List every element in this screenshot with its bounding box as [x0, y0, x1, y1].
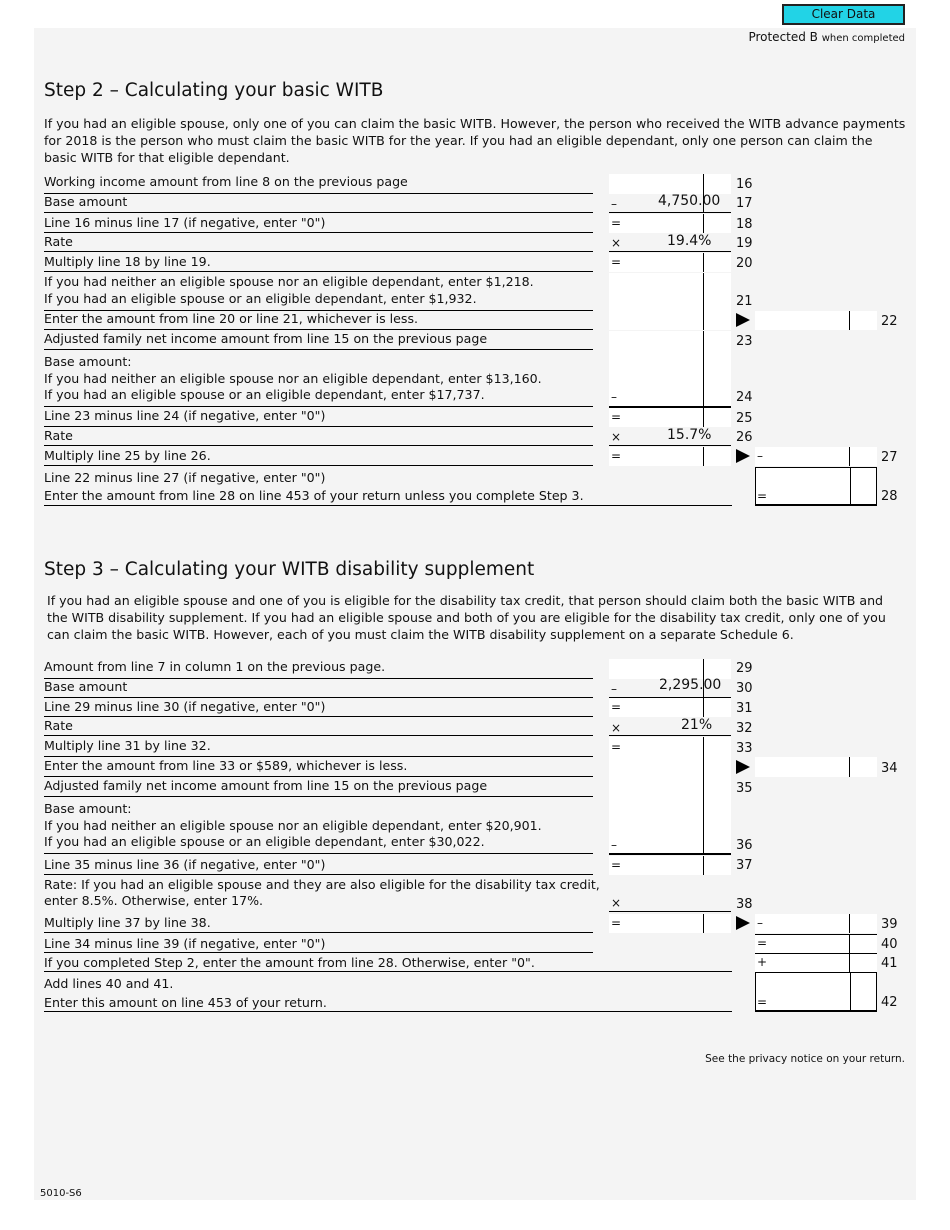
line36-operator: –: [611, 838, 617, 852]
line21-label-a: If you had neither an eligible spouse nor an eligible dependant, enter $1,218.: [44, 274, 534, 289]
line27-operator: =: [611, 449, 622, 463]
line20-input[interactable]: [609, 253, 731, 272]
line24-number: 24: [736, 390, 753, 405]
line24-input[interactable]: [609, 350, 731, 407]
line39-rule: [44, 932, 593, 933]
line36-rule: [44, 853, 593, 854]
line33-rule: [44, 756, 593, 757]
protected-small-text: when completed: [821, 33, 905, 44]
line25-operator: =: [611, 410, 622, 424]
line17-value: 4,750.00: [658, 193, 721, 209]
line29-label: Amount from line 7 in column 1 on the previous page.: [44, 659, 386, 674]
line36-label-c: If you had an eligible spouse or an eligible dependant, enter $30,022.: [44, 834, 485, 849]
line41-label: If you completed Step 2, enter the amount from line 28. Otherwise, enter "0".: [44, 955, 535, 970]
line38-field-rule: [609, 911, 731, 912]
line24-label-a: Base amount:: [44, 354, 132, 369]
arrow-right-icon: [736, 916, 750, 930]
line39-operator: =: [611, 916, 622, 930]
line28-label-b: Enter the amount from line 28 on line 453 of your return unless you complete Step 3.: [44, 488, 584, 503]
line23-input[interactable]: [609, 331, 731, 350]
line35-label: Adjusted family net income amount from line 15 on the previous page: [44, 778, 488, 793]
line25-label: Line 23 minus line 24 (if negative, enter "0"): [44, 408, 326, 423]
line39-input[interactable]: [609, 914, 731, 933]
line23-label: Adjusted family net income amount from line 15 on the previous page: [44, 331, 488, 346]
line33-operator: =: [611, 740, 622, 754]
line42-operator: =: [757, 995, 768, 1009]
line34-input[interactable]: [755, 757, 877, 777]
line31-label: Line 29 minus line 30 (if negative, enter "0"): [44, 699, 326, 714]
line28-number: 28: [881, 489, 898, 504]
line26-value: 15.7%: [667, 427, 712, 443]
line37-label: Line 35 minus line 36 (if negative, enter "0"): [44, 857, 326, 872]
line24-operator: –: [611, 390, 617, 404]
step3-title: Step 3 – Calculating your WITB disability supplement: [44, 559, 535, 580]
line24-label-b: If you had neither an eligible spouse nor an eligible dependant, enter $13,160.: [44, 371, 542, 386]
line39-right-operator: –: [757, 916, 763, 930]
line42-label-a: Add lines 40 and 41.: [44, 976, 174, 991]
line40-label: Line 34 minus line 39 (if negative, enter "0"): [44, 936, 326, 951]
line24-rule: [44, 406, 593, 407]
line20-number: 20: [736, 256, 753, 271]
line38-operator: ×: [611, 896, 622, 910]
line35-number: 35: [736, 781, 753, 796]
line18-operator: =: [611, 216, 622, 230]
line25-input[interactable]: [609, 408, 731, 427]
line42-input[interactable]: [755, 973, 877, 1011]
line39-right-input[interactable]: [755, 914, 877, 933]
step3-intro: If you had an eligible spouse and one of you is eligible for the disability tax credit, that person should claim both the basic WITB and the WITB disability supplement. If you had an eligible spouse and both of you are eligible for the disability tax credit, only one of you can claim the basic WITB. However, each of you must claim the WITB disability supplement on a separate Schedule 6.: [47, 593, 886, 642]
clear-data-button[interactable]: Clear Data: [782, 4, 905, 25]
line33-label: Multiply line 31 by line 32.: [44, 738, 211, 753]
line18-number: 18: [736, 217, 753, 232]
line28-rule: [44, 505, 732, 506]
line27-number: 27: [881, 450, 898, 465]
line18-rule: [44, 232, 593, 233]
line30-number: 30: [736, 681, 753, 696]
line22-left-field: [609, 311, 731, 330]
line34-rule: [44, 776, 593, 777]
line39-label: Multiply line 37 by line 38.: [44, 915, 211, 930]
line35-rule: [44, 796, 593, 797]
line27-input[interactable]: [609, 447, 731, 466]
line17-rule: [44, 212, 593, 213]
line39-number: 39: [881, 917, 898, 932]
line42-label-b: Enter this amount on line 453 of your return.: [44, 995, 327, 1010]
line31-number: 31: [736, 701, 753, 716]
line17-number: 17: [736, 196, 753, 211]
line21-input[interactable]: [609, 273, 731, 311]
line19-rule: [44, 251, 593, 252]
line19-number: 19: [736, 236, 753, 251]
line31-rule: [44, 716, 593, 717]
line41-operator: +: [757, 955, 768, 969]
line36-field-rule: [609, 853, 731, 855]
line34-number: 34: [881, 761, 898, 776]
line29-input[interactable]: [609, 659, 731, 679]
line20-rule: [44, 271, 593, 272]
line28-input[interactable]: [755, 467, 877, 505]
line34-left-field: [609, 757, 731, 777]
line16-label: Working income amount from line 8 on the previous page: [44, 174, 408, 189]
line28-operator: =: [757, 489, 768, 503]
line19-field-rule: [609, 251, 731, 252]
line27-right-operator: –: [757, 449, 763, 463]
step2-title: Step 2 – Calculating your basic WITB: [44, 80, 384, 101]
line21-number: 21: [736, 294, 753, 309]
line37-operator: =: [611, 858, 622, 872]
privacy-notice: See the privacy notice on your return.: [705, 1053, 905, 1065]
line18-label: Line 16 minus line 17 (if negative, enter "0"): [44, 215, 326, 230]
line36-input[interactable]: [609, 797, 731, 854]
line32-operator: ×: [611, 721, 622, 735]
line20-label: Multiply line 18 by line 19.: [44, 254, 211, 269]
line17-field-rule: [609, 212, 731, 213]
line40-input[interactable]: [755, 934, 877, 953]
line30-rule: [44, 697, 593, 698]
line22-number: 22: [881, 314, 898, 329]
arrow-right-icon: [736, 760, 750, 774]
form-number: 5010-S6: [40, 1188, 82, 1199]
line31-input[interactable]: [609, 698, 731, 717]
line38-label-b: enter 8.5%. Otherwise, enter 17%.: [44, 893, 264, 908]
line26-operator: ×: [611, 430, 622, 444]
line42-rule: [44, 1011, 732, 1012]
line36-number: 36: [736, 838, 753, 853]
line35-input[interactable]: [609, 777, 731, 797]
line27-right-input[interactable]: [755, 447, 877, 466]
line41-rule: [44, 971, 732, 972]
arrow-right-icon: [736, 449, 750, 463]
line32-number: 32: [736, 721, 753, 736]
line28-field-rule: [755, 504, 877, 506]
line42-field-rule: [755, 1010, 877, 1012]
line41-number: 41: [881, 956, 898, 971]
line21-label-b: If you had an eligible spouse or an eligible dependant, enter $1,932.: [44, 291, 477, 306]
line30-label: Base amount: [44, 679, 128, 694]
protected-b-label: [748, 30, 905, 44]
line37-input[interactable]: [609, 856, 731, 875]
line32-field-rule: [609, 735, 731, 736]
line36-label-a: Base amount:: [44, 801, 132, 816]
line38-number: 38: [736, 897, 753, 912]
line19-value: 19.4%: [667, 233, 712, 249]
line23-number: 23: [736, 334, 753, 349]
line31-operator: =: [611, 700, 622, 714]
line27-rule: [44, 465, 593, 466]
arrow-right-icon: [736, 313, 750, 327]
line40-number: 40: [881, 937, 898, 952]
line22-rule: [44, 329, 593, 330]
line36-label-b: If you had neither an eligible spouse nor an eligible dependant, enter $20,901.: [44, 818, 542, 833]
line37-rule: [44, 874, 593, 875]
line26-rule: [44, 445, 593, 446]
line22-label: Enter the amount from line 20 or line 21, whichever is less.: [44, 311, 419, 326]
line32-rule: [44, 735, 593, 736]
line16-number: 16: [736, 177, 753, 192]
line20-operator: =: [611, 255, 622, 269]
line17-operator: –: [611, 197, 617, 211]
line40-rule: [44, 952, 593, 953]
line28-label-a: Line 22 minus line 27 (if negative, enter "0"): [44, 470, 326, 485]
line17-label: Base amount: [44, 194, 128, 209]
line30-operator: –: [611, 682, 617, 696]
line29-number: 29: [736, 661, 753, 676]
line26-label: Rate: [44, 428, 73, 443]
line33-number: 33: [736, 741, 753, 756]
line26-field-rule: [609, 445, 731, 446]
line19-operator: ×: [611, 236, 622, 250]
line16-input[interactable]: [609, 174, 731, 194]
line32-value: 21%: [681, 717, 713, 733]
line26-number: 26: [736, 430, 753, 445]
line40-operator: =: [757, 936, 768, 950]
line25-rule: [44, 426, 593, 427]
line23-rule: [44, 349, 593, 350]
protected-text: Protected B: [748, 30, 818, 44]
line18-input[interactable]: [609, 214, 731, 233]
line33-input[interactable]: [609, 737, 731, 757]
step2-intro: If you had an eligible spouse, only one of you can claim the basic WITB. However, the person who received the WITB advance payments for 2018 is the person who must claim the basic WITB for the year. If you had an eligible dependant, only one person can claim the basic WITB for that eligible dependant.: [44, 116, 906, 165]
line41-input[interactable]: [755, 954, 877, 972]
line25-number: 25: [736, 411, 753, 426]
line24-label-c: If you had an eligible spouse or an eligible dependant, enter $17,737.: [44, 387, 485, 402]
line38-label-a: Rate: If you had an eligible spouse and they are also eligible for the disability tax credit,: [44, 877, 600, 892]
line37-number: 37: [736, 858, 753, 873]
line22-input[interactable]: [755, 311, 877, 330]
line34-label: Enter the amount from line 33 or $589, whichever is less.: [44, 758, 408, 773]
line30-value: 2,295.00: [659, 677, 722, 693]
line19-label: Rate: [44, 234, 73, 249]
line32-label: Rate: [44, 718, 73, 733]
line27-label: Multiply line 25 by line 26.: [44, 448, 211, 463]
line42-number: 42: [881, 995, 898, 1010]
